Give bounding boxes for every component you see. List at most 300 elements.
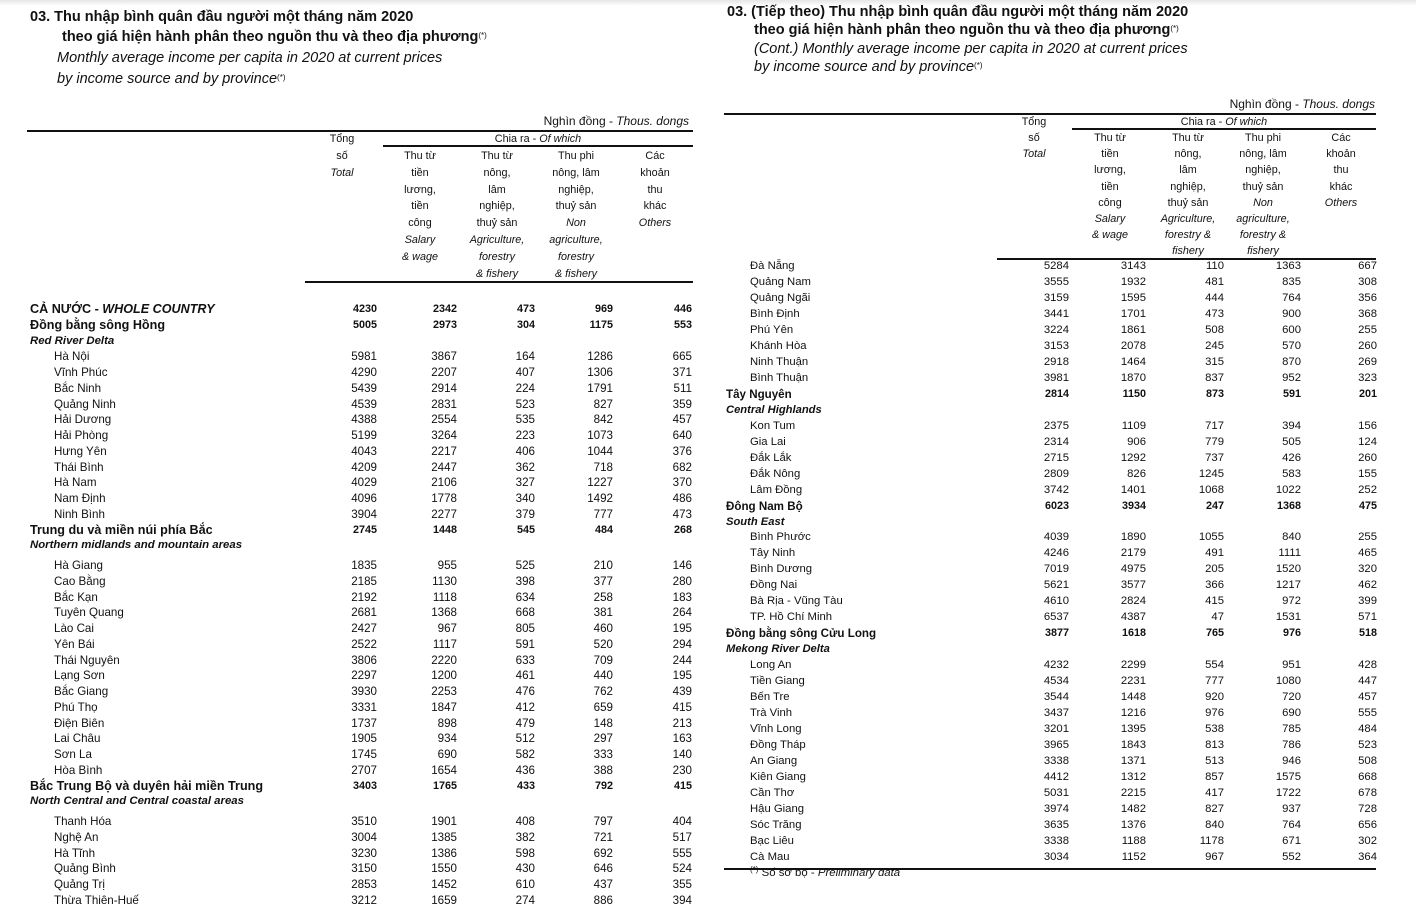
row-label bbox=[54, 747, 92, 763]
cell-value: 1371 bbox=[1120, 755, 1146, 768]
row-label bbox=[54, 381, 101, 397]
cell-value: 3934 bbox=[1121, 499, 1146, 512]
cell-value: 1932 bbox=[1120, 275, 1146, 288]
cell-value: 835 bbox=[1282, 275, 1301, 288]
table-row bbox=[726, 738, 1378, 754]
cell-value: 523 bbox=[1358, 739, 1377, 752]
cell-value: 426 bbox=[1282, 451, 1301, 464]
row-label bbox=[54, 846, 95, 862]
cell-value: 379 bbox=[515, 507, 535, 521]
row-label bbox=[726, 626, 876, 642]
table-row bbox=[30, 747, 695, 763]
cell-value: 1531 bbox=[1275, 611, 1301, 624]
cell-value: 545 bbox=[516, 523, 535, 536]
cell-value: 388 bbox=[593, 763, 613, 777]
cell-value: 3877 bbox=[1044, 627, 1069, 640]
header-text-en: fishery bbox=[1172, 245, 1204, 258]
cell-value: 976 bbox=[1282, 627, 1301, 640]
cell-value: 377 bbox=[593, 574, 613, 588]
cell-value: 1286 bbox=[587, 350, 613, 364]
cell-value: 785 bbox=[1282, 723, 1301, 736]
table-row bbox=[30, 877, 695, 893]
cell-value: 268 bbox=[673, 523, 692, 536]
row-label bbox=[750, 674, 805, 690]
header-text: số bbox=[336, 149, 348, 162]
cell-value: 524 bbox=[672, 862, 692, 876]
table-row bbox=[30, 491, 695, 507]
row-label-text: Trung du và miền núi phía Bắc bbox=[30, 522, 213, 537]
cell-value: 1376 bbox=[1120, 818, 1146, 831]
cell-value: 269 bbox=[1358, 355, 1377, 368]
header-text: nghiệp, bbox=[479, 200, 515, 213]
cell-value: 4388 bbox=[351, 413, 377, 427]
table-subtitle bbox=[57, 48, 442, 69]
header-text: công bbox=[1098, 196, 1122, 209]
cell-value: 1200 bbox=[431, 669, 457, 683]
cell-value: 2220 bbox=[431, 653, 457, 667]
row-label bbox=[54, 397, 116, 413]
row-label bbox=[30, 318, 165, 334]
cell-value: 792 bbox=[594, 779, 613, 792]
row-label-text: Hà Giang bbox=[54, 559, 103, 572]
region-row bbox=[30, 779, 695, 795]
table-row bbox=[726, 323, 1378, 339]
row-label-text: Cần Thơ bbox=[750, 787, 795, 799]
row-label bbox=[750, 483, 802, 499]
row-label-text: Central Highlands bbox=[726, 403, 822, 416]
header-text-en: Others bbox=[1324, 196, 1358, 209]
header-total bbox=[307, 131, 377, 181]
cell-value: 827 bbox=[1205, 802, 1224, 815]
cell-value: 473 bbox=[672, 507, 692, 521]
footnote-marker: (*) bbox=[750, 865, 759, 874]
row-label bbox=[54, 507, 105, 523]
cell-value: 340 bbox=[515, 492, 535, 505]
cell-value: 1111 bbox=[1278, 547, 1301, 560]
row-label-text: Tiền Giang bbox=[750, 675, 805, 688]
cell-value: 2745 bbox=[352, 523, 377, 536]
header-text: công bbox=[408, 217, 432, 230]
cell-value: 6537 bbox=[1043, 611, 1069, 624]
header-text: tiền bbox=[411, 166, 429, 179]
table-row bbox=[30, 444, 695, 460]
cell-value: 408 bbox=[515, 815, 535, 828]
cell-value: 4039 bbox=[1043, 531, 1069, 544]
cell-value: 3555 bbox=[1043, 275, 1069, 288]
unit-en: Thous. dongs bbox=[616, 114, 689, 128]
cell-value: 967 bbox=[437, 622, 457, 635]
header-text: số bbox=[1028, 132, 1040, 145]
cell-value: 1861 bbox=[1120, 323, 1146, 336]
cell-value: 2831 bbox=[431, 397, 457, 411]
cell-value: 764 bbox=[1282, 818, 1301, 831]
cell-value: 428 bbox=[1358, 659, 1377, 672]
cell-value: 582 bbox=[515, 748, 535, 761]
row-label-text: Northern midlands and mountain areas bbox=[30, 539, 243, 552]
cell-value: 5284 bbox=[1043, 260, 1069, 272]
cell-value: 777 bbox=[593, 507, 613, 521]
header-text: khác bbox=[1329, 180, 1353, 193]
cell-value: 513 bbox=[1205, 755, 1224, 768]
header-text-en: forestry bbox=[558, 250, 594, 263]
cell-value: 1448 bbox=[1120, 691, 1146, 704]
row-label-text: Hải Phòng bbox=[54, 429, 109, 442]
row-label-text: South East bbox=[726, 515, 785, 528]
cell-value: 1227 bbox=[587, 476, 613, 490]
row-label-text: Khánh Hòa bbox=[750, 339, 807, 352]
row-label bbox=[54, 653, 120, 669]
cell-value: 356 bbox=[1358, 291, 1377, 304]
cell-value: 3904 bbox=[351, 507, 377, 521]
cell-value: 934 bbox=[437, 732, 457, 746]
cell-value: 260 bbox=[1358, 339, 1377, 352]
cell-value: 517 bbox=[672, 830, 692, 844]
cell-value: 583 bbox=[1282, 467, 1301, 480]
row-label bbox=[750, 419, 795, 435]
row-label bbox=[54, 830, 98, 846]
cell-value: 294 bbox=[672, 637, 692, 651]
header-text: nghiệp, bbox=[558, 183, 594, 196]
header-text: tiền bbox=[411, 200, 429, 213]
cell-value: 3159 bbox=[1043, 291, 1069, 304]
row-label-text: Yên Bái bbox=[54, 637, 95, 651]
row-label-text: Bắc Giang bbox=[54, 685, 109, 698]
cell-value: 870 bbox=[1282, 355, 1301, 368]
cell-value: 304 bbox=[516, 318, 535, 331]
header-text: tiền bbox=[1101, 148, 1119, 161]
row-label-text: Cà Mau bbox=[750, 850, 790, 863]
cell-value: 457 bbox=[1358, 691, 1377, 704]
table-row bbox=[30, 412, 695, 428]
row-label bbox=[54, 491, 106, 507]
cell-value: 535 bbox=[515, 413, 535, 427]
cell-value: 555 bbox=[1358, 707, 1377, 720]
header-text-en: forestry & bbox=[1239, 229, 1287, 242]
header-text: nông, bbox=[1174, 148, 1202, 161]
cell-value: 718 bbox=[593, 460, 613, 474]
cell-value: 3965 bbox=[1043, 739, 1069, 752]
cell-value: 906 bbox=[1127, 435, 1146, 448]
header-text-en: forestry bbox=[479, 250, 515, 263]
table-row bbox=[726, 451, 1378, 467]
cell-value: 779 bbox=[1205, 435, 1224, 448]
row-label bbox=[54, 716, 104, 732]
cell-value: 709 bbox=[593, 653, 613, 667]
header-text: khoản bbox=[640, 166, 670, 179]
row-label-text: Đắk Nông bbox=[750, 467, 801, 480]
row-label bbox=[750, 307, 800, 323]
cell-value: 1452 bbox=[431, 878, 457, 891]
cell-value: 412 bbox=[515, 700, 535, 714]
row-label-text: Bình Định bbox=[750, 307, 800, 320]
region-label-en bbox=[726, 642, 1378, 658]
cell-value: 406 bbox=[515, 444, 535, 458]
row-label bbox=[726, 515, 784, 531]
cell-value: 1130 bbox=[432, 574, 457, 588]
row-label-text: Phú Thọ bbox=[54, 700, 98, 714]
unit-label bbox=[1230, 97, 1375, 111]
row-label-text: Nam Định bbox=[54, 492, 106, 505]
cell-value: 1654 bbox=[431, 763, 457, 777]
cell-value: 258 bbox=[593, 590, 613, 604]
cell-value: 2192 bbox=[351, 590, 377, 604]
table-row bbox=[726, 275, 1378, 291]
header-text: Các bbox=[1331, 132, 1351, 144]
cell-value: 3150 bbox=[351, 862, 377, 876]
cell-value: 1368 bbox=[1276, 499, 1301, 512]
unit-en: Thous. dongs bbox=[1302, 97, 1375, 111]
row-label-text: Trà Vinh bbox=[750, 707, 793, 720]
table-row bbox=[30, 381, 695, 397]
row-label bbox=[30, 779, 263, 795]
table-title bbox=[727, 3, 1188, 22]
row-label-text: Bạc Liêu bbox=[750, 834, 794, 847]
cell-value: 4290 bbox=[351, 366, 377, 379]
row-label bbox=[726, 387, 792, 403]
cell-value: 436 bbox=[515, 763, 535, 777]
row-label bbox=[750, 578, 797, 594]
cell-value: 553 bbox=[673, 318, 692, 331]
cell-value: 898 bbox=[437, 716, 457, 730]
of-which-en: Of which bbox=[539, 133, 582, 145]
table-subtitle-line-2 bbox=[57, 69, 286, 90]
row-label bbox=[750, 770, 806, 786]
cell-value: 840 bbox=[1205, 818, 1224, 831]
cell-value: 4230 bbox=[352, 303, 377, 315]
row-label-text: Điện Biên bbox=[54, 716, 105, 730]
cell-value: 967 bbox=[1205, 850, 1224, 863]
cell-value: 2715 bbox=[1043, 451, 1069, 464]
row-label-text: Quảng Bình bbox=[54, 862, 116, 876]
row-label bbox=[30, 538, 242, 554]
row-label-text: Bến Tre bbox=[750, 691, 790, 704]
row-label-text: Thanh Hóa bbox=[54, 815, 112, 828]
cell-value: 946 bbox=[1282, 755, 1301, 768]
page-top-shadow bbox=[0, 0, 1416, 6]
header-text: Các bbox=[645, 150, 665, 162]
header-text: Thu từ bbox=[481, 150, 513, 162]
cell-value: 308 bbox=[1358, 275, 1377, 288]
cell-value: 1722 bbox=[1275, 787, 1301, 799]
header-text: lương, bbox=[1094, 164, 1126, 177]
table-row bbox=[726, 594, 1378, 610]
row-label bbox=[30, 334, 114, 350]
row-label-text: Bình Thuận bbox=[750, 371, 809, 384]
cell-value: 1550 bbox=[431, 862, 457, 876]
header-text: thuỷ sản bbox=[476, 217, 518, 230]
header-text-en: Agriculture, bbox=[1160, 213, 1216, 226]
header-text-en: Agriculture, bbox=[469, 233, 525, 246]
table-row bbox=[30, 460, 695, 476]
cell-value: 937 bbox=[1282, 802, 1301, 815]
cell-value: 327 bbox=[515, 476, 535, 490]
cell-value: 920 bbox=[1205, 691, 1224, 704]
cell-value: 5439 bbox=[351, 381, 377, 395]
cell-value: 213 bbox=[672, 716, 692, 730]
cell-value: 1745 bbox=[351, 748, 377, 761]
header-text: lương, bbox=[404, 183, 436, 196]
of-which-rule bbox=[1072, 128, 1376, 130]
header-text-en: agriculture, bbox=[549, 233, 603, 246]
cell-value: 3577 bbox=[1120, 579, 1146, 592]
of-which-vn: Chia ra - bbox=[1180, 116, 1226, 128]
cell-value: 479 bbox=[515, 716, 535, 730]
title-line-2: theo giá hiện hành phân theo nguồn thu và theo địa phương bbox=[62, 29, 479, 45]
cell-value: 1618 bbox=[1121, 627, 1146, 640]
row-label bbox=[54, 460, 104, 476]
cell-value: 2253 bbox=[431, 685, 457, 698]
region-row bbox=[726, 626, 1378, 642]
header-agriculture bbox=[1146, 130, 1230, 260]
cell-value: 486 bbox=[672, 492, 692, 505]
cell-value: 857 bbox=[1205, 771, 1224, 784]
cell-value: 430 bbox=[515, 862, 535, 876]
cell-value: 591 bbox=[515, 637, 535, 651]
table-row bbox=[726, 690, 1378, 706]
header-text-en: Non bbox=[1253, 196, 1273, 209]
cell-value: 5031 bbox=[1043, 787, 1069, 799]
cell-value: 797 bbox=[593, 815, 613, 828]
cell-value: 475 bbox=[1358, 499, 1377, 512]
cell-value: 446 bbox=[673, 303, 692, 315]
header-text: nông, lâm bbox=[552, 166, 600, 179]
table-row bbox=[726, 435, 1378, 451]
row-label-text: Lai Châu bbox=[54, 732, 101, 746]
cell-value: 786 bbox=[1282, 739, 1301, 752]
cell-value: 1022 bbox=[1275, 483, 1301, 496]
cell-value: 555 bbox=[672, 846, 692, 860]
cell-value: 1080 bbox=[1275, 675, 1301, 688]
row-label-text: Lạng Sơn bbox=[54, 669, 105, 683]
cell-value: 2207 bbox=[431, 366, 457, 379]
cell-value: 205 bbox=[1205, 563, 1224, 576]
cell-value: 3338 bbox=[1043, 755, 1069, 768]
cell-value: 4232 bbox=[1043, 659, 1069, 672]
row-label-text: Ninh Thuận bbox=[750, 355, 809, 368]
cell-value: 668 bbox=[515, 606, 535, 620]
cell-value: 600 bbox=[1282, 323, 1301, 336]
cell-value: 3930 bbox=[351, 685, 377, 698]
cell-value: 484 bbox=[594, 523, 613, 536]
row-label-text: Đồng bằng sông Hồng bbox=[30, 317, 166, 332]
row-label bbox=[54, 349, 89, 365]
cell-value: 610 bbox=[515, 878, 535, 891]
cell-value: 1217 bbox=[1275, 579, 1301, 592]
cell-value: 399 bbox=[1358, 595, 1377, 608]
row-label bbox=[54, 475, 97, 491]
cell-value: 523 bbox=[515, 397, 535, 411]
table-row bbox=[30, 861, 695, 877]
cell-value: 5621 bbox=[1043, 579, 1069, 592]
cell-value: 415 bbox=[673, 779, 692, 792]
cell-value: 1363 bbox=[1275, 260, 1301, 272]
cell-value: 4246 bbox=[1043, 547, 1069, 560]
cell-value: 146 bbox=[672, 559, 692, 572]
cell-value: 886 bbox=[593, 893, 613, 907]
cell-value: 508 bbox=[1358, 755, 1377, 768]
table-row bbox=[726, 546, 1378, 562]
cell-value: 255 bbox=[1358, 531, 1377, 544]
cell-value: 473 bbox=[516, 303, 535, 315]
row-label bbox=[54, 444, 107, 460]
row-label-text: Kiên Giang bbox=[750, 771, 806, 784]
row-label-text: Hải Dương bbox=[54, 413, 112, 427]
cell-value: 415 bbox=[1205, 595, 1224, 608]
cell-value: 2179 bbox=[1120, 547, 1146, 560]
header-text-en: forestry & bbox=[1164, 229, 1212, 242]
header-others bbox=[1306, 130, 1376, 211]
row-label-text: TP. Hồ Chí Minh bbox=[750, 611, 833, 624]
footnote-en: Preliminary data bbox=[817, 867, 901, 879]
footnote-marker: (*) bbox=[478, 31, 487, 40]
table-title-line-2 bbox=[754, 21, 1179, 40]
cell-value: 280 bbox=[672, 574, 692, 588]
row-label bbox=[54, 365, 108, 381]
region-row bbox=[30, 523, 695, 539]
cell-value: 156 bbox=[1358, 419, 1377, 432]
cell-value: 6023 bbox=[1044, 499, 1069, 512]
cell-value: 952 bbox=[1282, 371, 1301, 384]
cell-value: 359 bbox=[672, 397, 692, 411]
cell-value: 3441 bbox=[1043, 307, 1069, 320]
header-text: nông, bbox=[483, 166, 511, 179]
header-text: tiền bbox=[1101, 180, 1119, 193]
cell-value: 1575 bbox=[1275, 771, 1301, 784]
row-label bbox=[30, 302, 215, 318]
table-row bbox=[30, 605, 695, 621]
cell-value: 1401 bbox=[1120, 483, 1146, 496]
table-row bbox=[30, 428, 695, 444]
header-text: Thu từ bbox=[404, 150, 436, 162]
table-row bbox=[726, 786, 1378, 802]
cell-value: 692 bbox=[593, 846, 613, 860]
row-label bbox=[54, 700, 98, 716]
cell-value: 195 bbox=[672, 669, 692, 683]
row-label-text: Red River Delta bbox=[30, 334, 115, 347]
table-row bbox=[726, 259, 1378, 275]
header-text: Thu từ bbox=[1094, 132, 1126, 144]
row-label bbox=[54, 574, 106, 590]
cell-value: 481 bbox=[1205, 275, 1224, 288]
cell-value: 195 bbox=[672, 622, 692, 635]
cell-value: 4539 bbox=[351, 397, 377, 411]
cell-value: 678 bbox=[1358, 787, 1377, 799]
cell-value: 668 bbox=[1358, 771, 1377, 784]
cell-value: 4610 bbox=[1043, 595, 1069, 608]
cell-value: 717 bbox=[1205, 419, 1224, 432]
row-label bbox=[30, 794, 244, 810]
table-row bbox=[30, 349, 695, 365]
cell-value: 3635 bbox=[1043, 818, 1069, 831]
cell-value: 1659 bbox=[431, 893, 457, 907]
table-row bbox=[726, 754, 1378, 770]
cell-value: 4029 bbox=[351, 476, 377, 490]
cell-value: 7019 bbox=[1043, 563, 1069, 576]
row-label-text: Đông Nam Bộ bbox=[726, 499, 803, 513]
cell-value: 2918 bbox=[1043, 355, 1069, 368]
cell-value: 520 bbox=[593, 637, 613, 651]
cell-value: 437 bbox=[593, 878, 613, 891]
cell-value: 3867 bbox=[431, 350, 457, 364]
header-text-en: & fishery bbox=[475, 267, 518, 280]
cell-value: 440 bbox=[593, 669, 613, 683]
row-label bbox=[54, 877, 105, 893]
row-label bbox=[750, 834, 794, 850]
cell-value: 2297 bbox=[351, 669, 377, 683]
cell-value: 376 bbox=[672, 444, 692, 458]
cell-value: 2853 bbox=[351, 878, 377, 891]
cell-value: 1118 bbox=[432, 590, 457, 604]
